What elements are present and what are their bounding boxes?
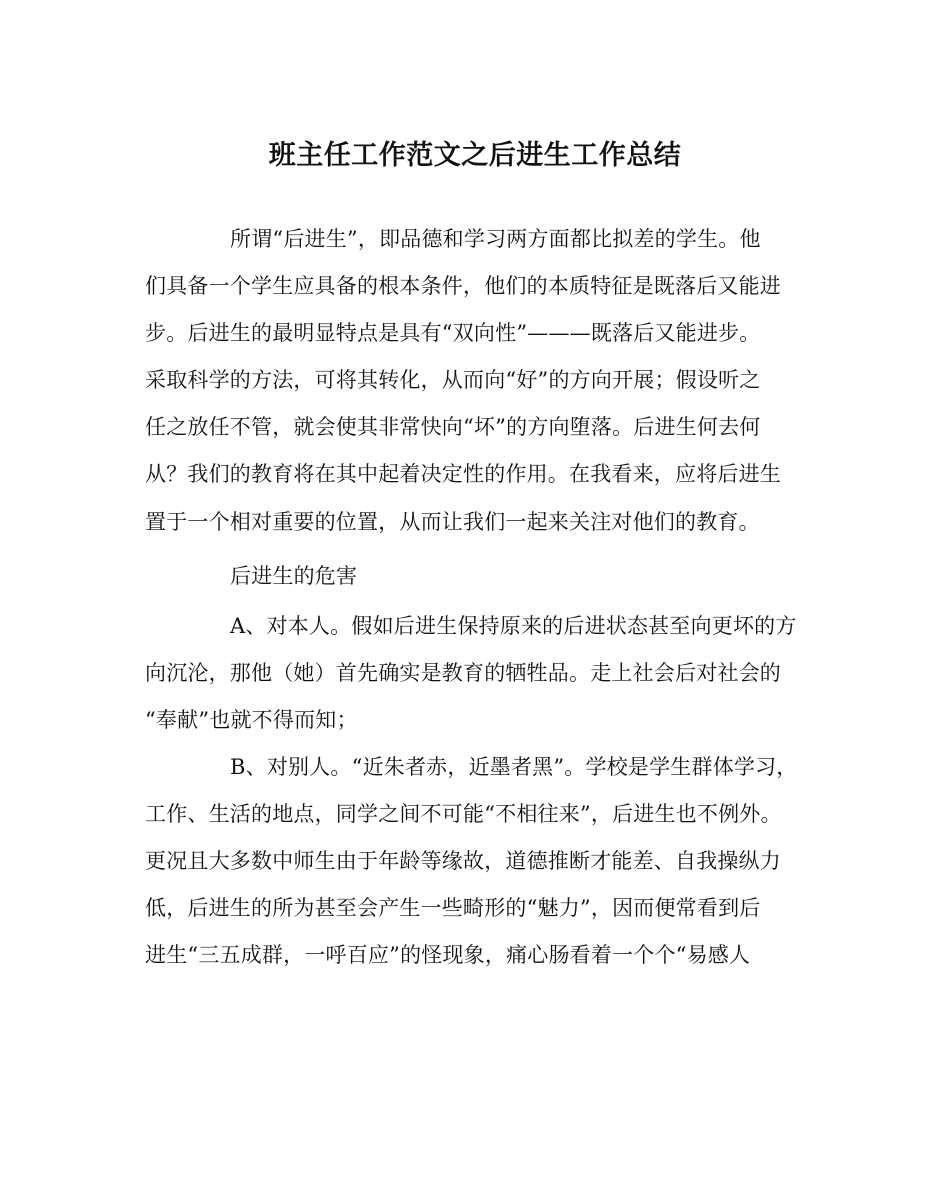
paragraph-line: 置于一个相对重要的位置，从而让我们一起来关注对他们的教育。 xyxy=(145,510,760,534)
section-heading: 后进生的危害 xyxy=(230,564,358,588)
paragraph-line: 采取科学的方法，可将其转化，从而向“好”的方向开展；假设听之 xyxy=(145,368,761,392)
paragraph-line: B、对别人。“近朱者赤，近墨者黑”。学校是学生群体学习， xyxy=(230,755,798,779)
paragraph-line: 任之放任不管，就会使其非常快向“坏”的方向堕落。后进生何去何 xyxy=(145,415,761,439)
document-title: 班主任工作范文之后进生工作总结 xyxy=(268,140,682,171)
paragraph-line: 低，后进生的所为甚至会产生一些畸形的“魅力”，因而便常看到后 xyxy=(145,896,761,920)
paragraph-line: 步。后进生的最明显特点是具有“双向性”———既落后又能进步。 xyxy=(145,321,761,345)
paragraph-line: 向沉沦，那他（她）首先确实是教育的牺牲品。走上社会后对社会的 xyxy=(145,661,781,685)
paragraph-line: 工作、生活的地点，同学之间不可能“不相往来”，后进生也不例外。 xyxy=(145,802,782,826)
paragraph-line: 们具备一个学生应具备的根本条件，他们的本质特征是既落后又能进 xyxy=(145,274,781,298)
paragraph-line: “奉献”也就不得而知； xyxy=(145,708,358,732)
paragraph-line: 所谓“后进生”，即品德和学习两方面都比拟差的学生。他 xyxy=(230,227,761,251)
paragraph-line: 从？我们的教育将在其中起着决定性的作用。在我看来，应将后进生 xyxy=(145,462,781,486)
paragraph-line: 进生“三五成群，一呼百应”的怪现象，痛心肠看着一个个“易感人 xyxy=(145,943,751,967)
paragraph-line: 更况且大多数中师生由于年龄等缘故，道德推断才能差、自我操纵力 xyxy=(145,849,781,873)
paragraph-line: A、对本人。假如后进生保持原来的后进状态甚至向更坏的方 xyxy=(230,614,797,638)
